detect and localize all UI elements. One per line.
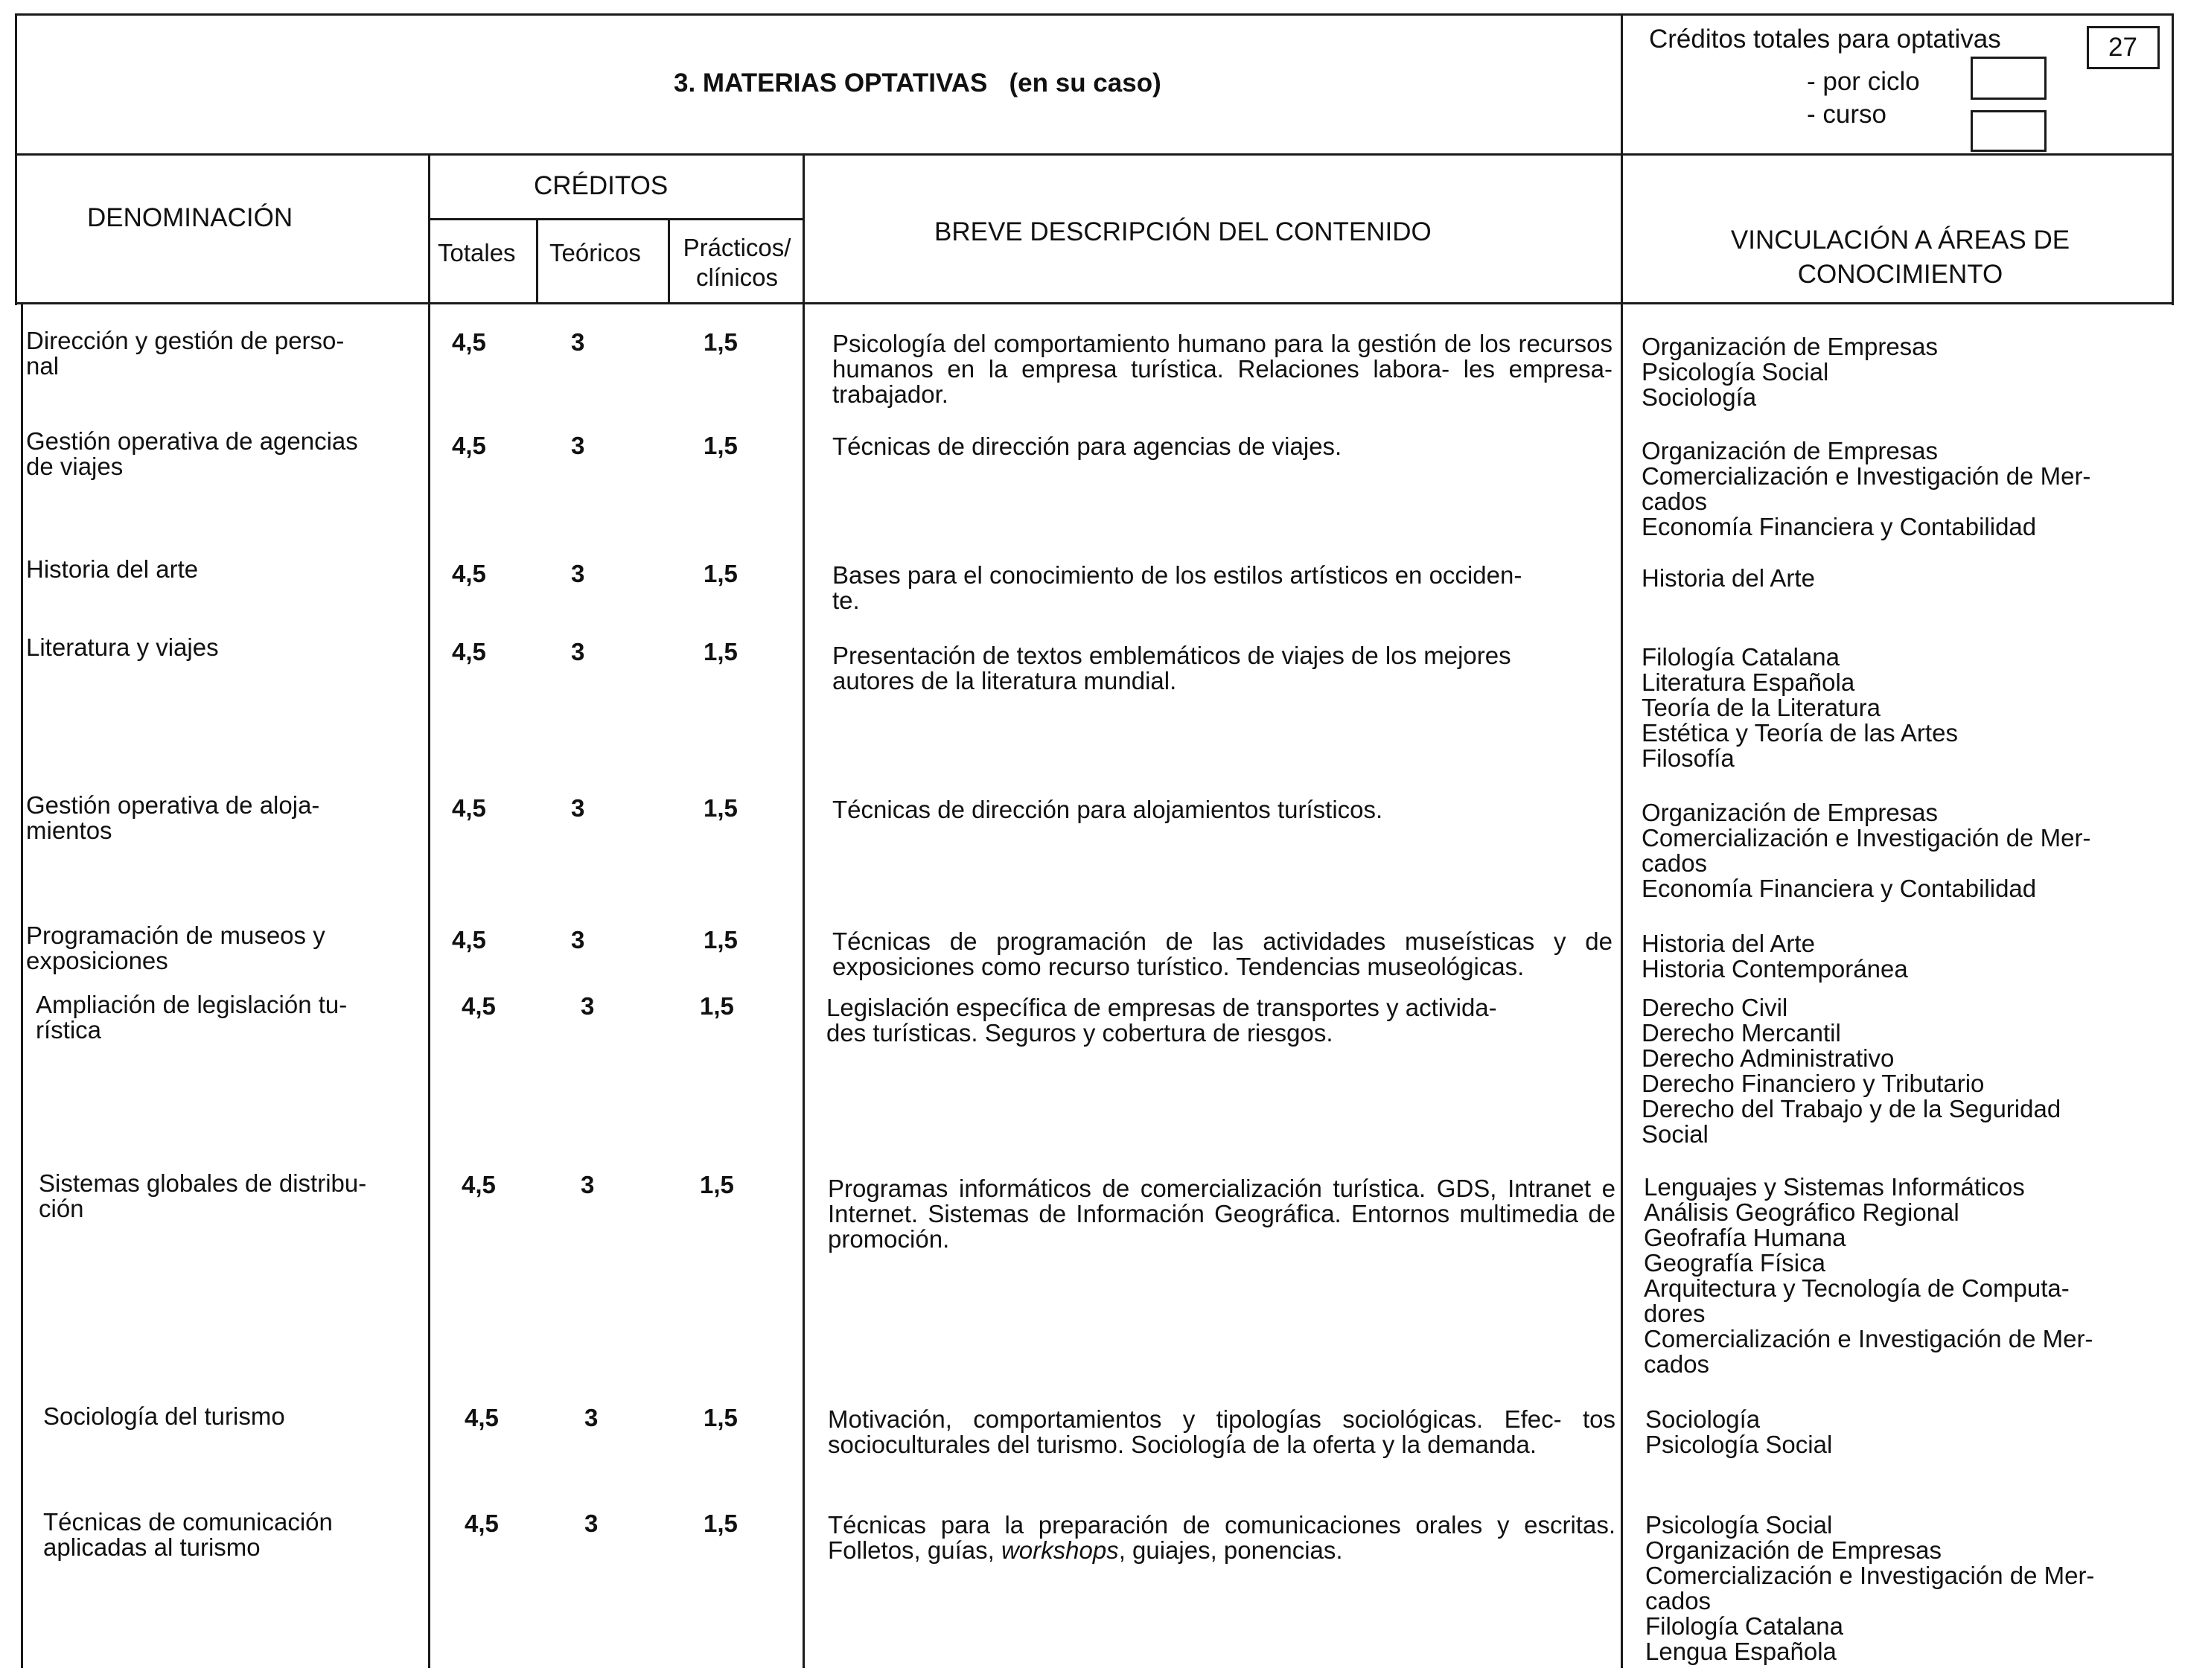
row-practicos: 1,5 [704,794,738,822]
col-header-totales: Totales [438,239,516,266]
row-practicos: 1,5 [700,1171,734,1198]
row-description: Motivación, comportamientos y tipologías sociológicas. Efec- tos socioculturales del turismo. Sociología de la oferta y la demanda. [828,1405,1615,1458]
row-name: Literatura y viajes [26,633,219,661]
row-areas: Organización de Empresas Psicología Social Sociología [1642,333,1939,411]
row-description: Bases para el conocimiento de los estilos artísticos en occiden- te. [832,561,1522,614]
row-areas: Filología Catalana Literatura Española Teoría de la Literatura Estética y Teoría de las Artes Filosofía [1642,643,1958,772]
col-sep-5 [1621,13,1623,1668]
row-totales: 4,5 [452,432,486,459]
row-totales: 4,5 [452,560,486,587]
section-title-text: 3. MATERIAS OPTATIVAS [674,68,988,98]
section-title-suffix: (en su caso) [1009,68,1161,98]
row-practicos: 1,5 [704,638,738,665]
section-title [674,68,1161,98]
row-name: Técnicas de comunicación aplicadas al turismo [43,1508,333,1561]
row-teoricos: 3 [581,1171,595,1198]
row-practicos: 1,5 [700,992,734,1020]
row-practicos: 1,5 [704,1404,738,1431]
row-description-em: workshops [1001,1536,1119,1564]
row-totales: 4,5 [452,926,486,954]
row-totales: 4,5 [465,1404,499,1431]
col-header-vinculacion: VINCULACIÓN A ÁREAS DE CONOCIMIENTO [1730,226,2070,289]
row-description: Técnicas de dirección para agencias de viajes. [832,432,1342,460]
row-practicos: 1,5 [704,1510,738,1537]
credits-total-label: Créditos totales para optativas [1649,25,2001,54]
row-description-post: , guiajes, ponencias. [1118,1536,1343,1564]
row-name: Sistemas globales de distribu- ción [39,1169,367,1222]
row-practicos: 1,5 [704,328,738,356]
left-edge-lower [21,304,23,1668]
col-header-teoricos: Teóricos [549,239,641,266]
table-top-border [15,13,2174,16]
row-areas: Historia del Arte Historia Contemporánea [1642,930,1908,983]
row-totales: 4,5 [452,638,486,665]
per-cycle-box [1971,57,2047,100]
row-description: Programas informáticos de comercialización turística. GDS, Intranet e Internet. Sistemas de Información Geográfica. Entornos multimedia de promoción. [828,1175,1615,1253]
row-practicos: 1,5 [704,560,738,587]
row-teoricos: 3 [571,926,585,954]
row-description [828,1513,1615,1563]
header-divider [15,153,2174,156]
col-sep-2 [536,219,538,304]
row-teoricos: 3 [571,794,585,822]
row-name: Dirección y gestión de perso- nal [26,327,345,380]
row-teoricos: 3 [571,432,585,459]
row-name: Programación de museos y exposiciones [26,922,325,974]
col-header-practicos: Prácticos/ clínicos [683,234,791,291]
credits-total-value: 27 [2108,33,2137,62]
row-teoricos: 3 [584,1510,599,1537]
row-teoricos: 3 [571,638,585,665]
row-teoricos: 3 [571,328,585,356]
row-teoricos: 3 [584,1404,599,1431]
row-description: Legislación específica de empresas de transportes y activida- des turísticas. Seguros y cobertura de riesgos. [826,994,1497,1047]
row-totales: 4,5 [465,1510,499,1537]
row-teoricos: 3 [581,992,595,1020]
creditos-divider [428,218,804,220]
row-practicos: 1,5 [704,432,738,459]
row-practicos: 1,5 [704,926,738,954]
row-description: Técnicas de dirección para alojamientos turísticos. [832,796,1383,823]
row-name: Gestión operativa de aloja- mientos [26,791,320,844]
column-header-divider [15,302,2174,304]
row-totales: 4,5 [452,328,486,356]
row-description-pre: Técnicas para la preparación de comunicaciones orales y escritas. Folletos, guías, [828,1511,1615,1564]
row-description: Psicología del comportamiento humano para la gestión de los recursos humanos en la empresa turística. Relaciones labora- les empresa-trabajador. [832,330,1613,408]
col-sep-4 [803,153,805,1668]
row-name: Historia del arte [26,555,199,583]
row-teoricos: 3 [571,560,585,587]
row-description: Técnicas de programación de las actividades museísticas y de exposiciones como recurso turístico. Tendencias museológicas. [832,927,1613,980]
row-totales: 4,5 [462,1171,496,1198]
col-header-denominacion: DENOMINACIÓN [87,203,293,232]
row-description: Presentación de textos emblemáticos de viajes de los mejores autores de la literatura mundial. [832,642,1511,694]
course-box [1971,110,2047,152]
row-name: Sociología del turismo [43,1402,285,1430]
row-name: Ampliación de legislación tu- rística [36,991,348,1044]
col-sep-3 [668,219,670,304]
course-label: - curso [1807,100,1886,129]
row-areas: Historia del Arte [1642,564,1815,592]
row-areas: Derecho Civil Derecho Mercantil Derecho Administrativo Derecho Financiero y Tributario Derecho del Trabajo y de la Seguridad Social [1642,994,2061,1148]
per-cycle-label: - por ciclo [1807,67,1920,96]
col-sep-1 [428,153,430,1668]
row-areas: Organización de Empresas Comercialización e Investigación de Mer- cados Economía Financiera y Contabilidad [1642,799,2091,902]
row-totales: 4,5 [452,794,486,822]
col-header-creditos: CRÉDITOS [534,171,669,200]
col-header-descripcion: BREVE DESCRIPCIÓN DEL CONTENIDO [934,217,1432,246]
row-areas: Lenguajes y Sistemas Informáticos Análisis Geográfico Regional Geofrafía Humana Geografía Física Arquitectura y Tecnología de Computa- dores Comercialización e Investigación de Mer- cados [1644,1173,2093,1378]
row-areas: Organización de Empresas Comercialización e Investigación de Mer- cados Economía Financiera y Contabilidad [1642,437,2091,540]
table-left-border [15,13,17,305]
row-name: Gestión operativa de agencias de viajes [26,427,358,480]
row-totales: 4,5 [462,992,496,1020]
row-areas: Psicología Social Organización de Empresas Comercialización e Investigación de Mer- cados Filología Catalana Lengua Española [1645,1511,2095,1665]
row-areas: Sociología Psicología Social [1645,1405,1833,1458]
